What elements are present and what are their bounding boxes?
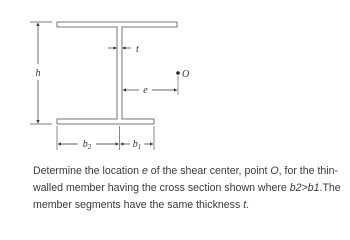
b2-label-sub: 2 <box>87 143 92 151</box>
statement-part-4: .The member segments have the same thickness <box>33 182 341 211</box>
web <box>117 27 122 119</box>
t-symbol: t <box>243 199 247 211</box>
statement-part-5: . <box>246 199 250 211</box>
statement-part-2: of the shear center, point <box>147 165 271 177</box>
statement-part-3: , for the thin-walled member having the cross section shown where <box>33 165 339 194</box>
b1-label-main: b <box>132 139 138 150</box>
b1-label-sub: 1 <box>137 143 142 151</box>
web-top-joint <box>118 26 122 28</box>
e-symbol: e <box>141 165 148 177</box>
o-symbol: O <box>270 165 279 177</box>
problem-statement <box>33 163 345 214</box>
bottom-flange <box>57 119 154 124</box>
thickness-label: t <box>136 44 139 55</box>
web-bottom-joint <box>118 118 122 120</box>
point-o-label: O <box>182 69 190 80</box>
b1-label <box>133 139 142 151</box>
b2-label <box>83 139 92 151</box>
eccentricity-label: e <box>143 85 148 96</box>
b2-label-main: b <box>82 139 88 150</box>
shear-center-point <box>176 71 180 75</box>
top-flange <box>57 22 177 27</box>
condition-text: b2>b1 <box>289 182 320 194</box>
statement-part-1: Determine the location <box>33 165 142 177</box>
height-label: h <box>35 68 41 79</box>
